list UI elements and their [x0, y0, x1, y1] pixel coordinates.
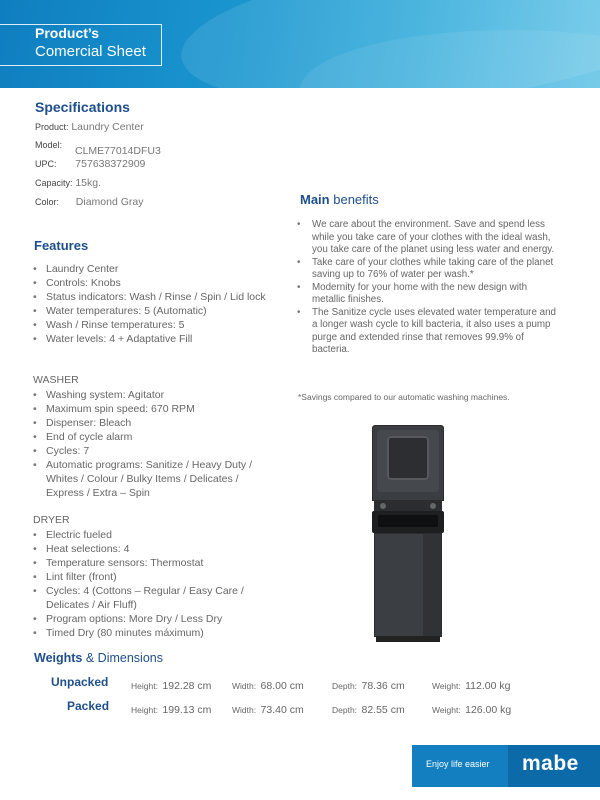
- width-cell: [232, 676, 304, 694]
- control-panel: [374, 501, 442, 511]
- row-name: Unpacked: [51, 675, 109, 689]
- depth-label: Depth:: [332, 681, 358, 691]
- list-item: • Electric fueled: [31, 528, 271, 542]
- height-cell: [131, 676, 211, 694]
- footer-brand-bar: [412, 745, 600, 787]
- height-cell: [131, 700, 211, 718]
- cabinet-shade: [423, 534, 441, 636]
- table-row: [0, 675, 600, 691]
- list-item: • Dispenser: Bleach: [31, 416, 271, 430]
- weight-cell: [432, 700, 511, 718]
- depth-value: 78.36 cm: [361, 680, 405, 692]
- specifications-heading: Specifications: [35, 99, 130, 115]
- spec-color: [35, 196, 144, 208]
- spec-model: [35, 140, 62, 151]
- list-item: • Washing system: Agitator: [31, 388, 271, 402]
- spec-capacity-value: 15kg.: [75, 177, 101, 189]
- spec-capacity: [35, 177, 101, 189]
- depth-label: Depth:: [332, 705, 358, 715]
- header-title-line2: Comercial Sheet: [35, 43, 146, 60]
- spec-model-value: CLME77014DFU3: [75, 145, 161, 157]
- dryer-door: [387, 436, 429, 480]
- spec-model-value-row: [75, 145, 161, 157]
- width-cell: [232, 700, 304, 718]
- depth-cell: [332, 676, 405, 694]
- list-item: • Laundry Center: [31, 262, 271, 276]
- list-item: • Controls: Knobs: [31, 276, 271, 290]
- spec-upc-label: UPC:: [35, 159, 57, 169]
- features-washer-list: [31, 388, 271, 500]
- spec-color-value: Diamond Gray: [75, 196, 144, 208]
- spec-upc: [35, 158, 145, 170]
- spec-model-label: Model:: [35, 140, 63, 150]
- list-item: • Water levels: 4 + Adaptative Fill: [31, 332, 271, 346]
- features-dryer-list: [31, 528, 271, 640]
- weight-label: Weight:: [432, 705, 461, 715]
- list-item: • The Sanitize cycle uses elevated water temperature and a longer wash cycle to kill bacteria, it also uses a pump purge and extended rinse that removes 99.9% of bacteria.: [297, 307, 557, 357]
- height-label: Height:: [131, 705, 158, 715]
- washer-cabinet: [374, 533, 442, 637]
- benefits-footnote: *Savings compared to our automatic washing machines.: [298, 392, 510, 402]
- width-value: 68.00 cm: [260, 680, 304, 692]
- features-general-list: [31, 262, 271, 346]
- knob-icon: [380, 503, 386, 509]
- list-item: • Automatic programs: Sanitize / Heavy Duty / Whites / Colour / Bulky Items / Delicates / Express / Extra – Spin: [31, 458, 271, 500]
- weight-value: 126.00 kg: [465, 704, 512, 716]
- benefits-list: [297, 219, 557, 357]
- list-item: • Heat selections: 4: [31, 542, 271, 556]
- depth-value: 82.55 cm: [361, 704, 405, 716]
- depth-cell: [332, 700, 405, 718]
- list-item: • Temperature sensors: Thermostat: [31, 556, 271, 570]
- benefits-heading-rest: benefits: [329, 192, 379, 207]
- footer-tagline: Enjoy life easier: [426, 759, 490, 769]
- weights-heading: [34, 651, 163, 665]
- list-item: • Status indicators: Wash / Rinse / Spin / Lid lock: [31, 290, 271, 304]
- width-value: 73.40 cm: [260, 704, 304, 716]
- list-item: • End of cycle alarm: [31, 430, 271, 444]
- spec-product-label: Product:: [35, 122, 69, 132]
- list-item: • Lint filter (front): [31, 570, 271, 584]
- benefits-heading: [300, 192, 379, 207]
- header-banner: [0, 0, 600, 88]
- list-item: • Wash / Rinse temperatures: 5: [31, 318, 271, 332]
- list-item: • Maximum spin speed: 670 RPM: [31, 402, 271, 416]
- list-item: • Timed Dry (80 minutes máximum): [31, 626, 271, 640]
- list-item: • Cycles: 4 (Cottons – Regular / Easy Care / Delicates / Air Fluff): [31, 584, 271, 612]
- benefits-heading-bold: Main: [300, 192, 330, 207]
- spec-upc-value: 757638372909: [75, 158, 146, 170]
- list-item: • Cycles: 7: [31, 444, 271, 458]
- washer-lid: [378, 515, 438, 527]
- weights-heading-rest: & Dimensions: [82, 651, 163, 665]
- weight-label: Weight:: [432, 681, 461, 691]
- washer-heading: WASHER: [33, 374, 79, 386]
- list-item: • Program options: More Dry / Less Dry: [31, 612, 271, 626]
- dryer-heading: DRYER: [33, 514, 70, 526]
- height-value: 192.28 cm: [162, 680, 212, 692]
- spec-capacity-label: Capacity:: [35, 178, 73, 188]
- spec-product-value: Laundry Center: [71, 121, 144, 133]
- width-label: Width:: [232, 705, 257, 715]
- list-item: • Water temperatures: 5 (Automatic): [31, 304, 271, 318]
- list-item: • We care about the environment. Save and spend less while you take care of your clothes with the ideal wash, you take care of the planet using less water and energy.: [297, 219, 557, 257]
- product-base: [376, 636, 440, 642]
- spec-color-label: Color:: [35, 197, 60, 207]
- list-item: • Take care of your clothes while taking care of the planet saving up to 76% of water per wash.*: [297, 257, 557, 282]
- product-image: [372, 425, 444, 643]
- washer-tub: [372, 511, 444, 533]
- width-label: Width:: [232, 681, 257, 691]
- height-label: Height:: [131, 681, 158, 691]
- row-name: Packed: [67, 699, 110, 713]
- features-heading: Features: [34, 238, 89, 253]
- dryer-unit: [372, 425, 444, 501]
- weight-value: 112.00 kg: [465, 680, 511, 692]
- brand-logo: mabe: [522, 752, 579, 775]
- table-row: [0, 699, 600, 715]
- weights-heading-bold: Weights: [34, 651, 83, 665]
- height-value: 199.13 cm: [162, 704, 212, 716]
- knob-icon: [430, 503, 436, 509]
- weight-cell: [432, 676, 510, 694]
- header-title-line1: Product’s: [35, 25, 100, 41]
- list-item: • Modernity for your home with the new design with metallic finishes.: [297, 282, 557, 307]
- spec-product: [35, 121, 144, 133]
